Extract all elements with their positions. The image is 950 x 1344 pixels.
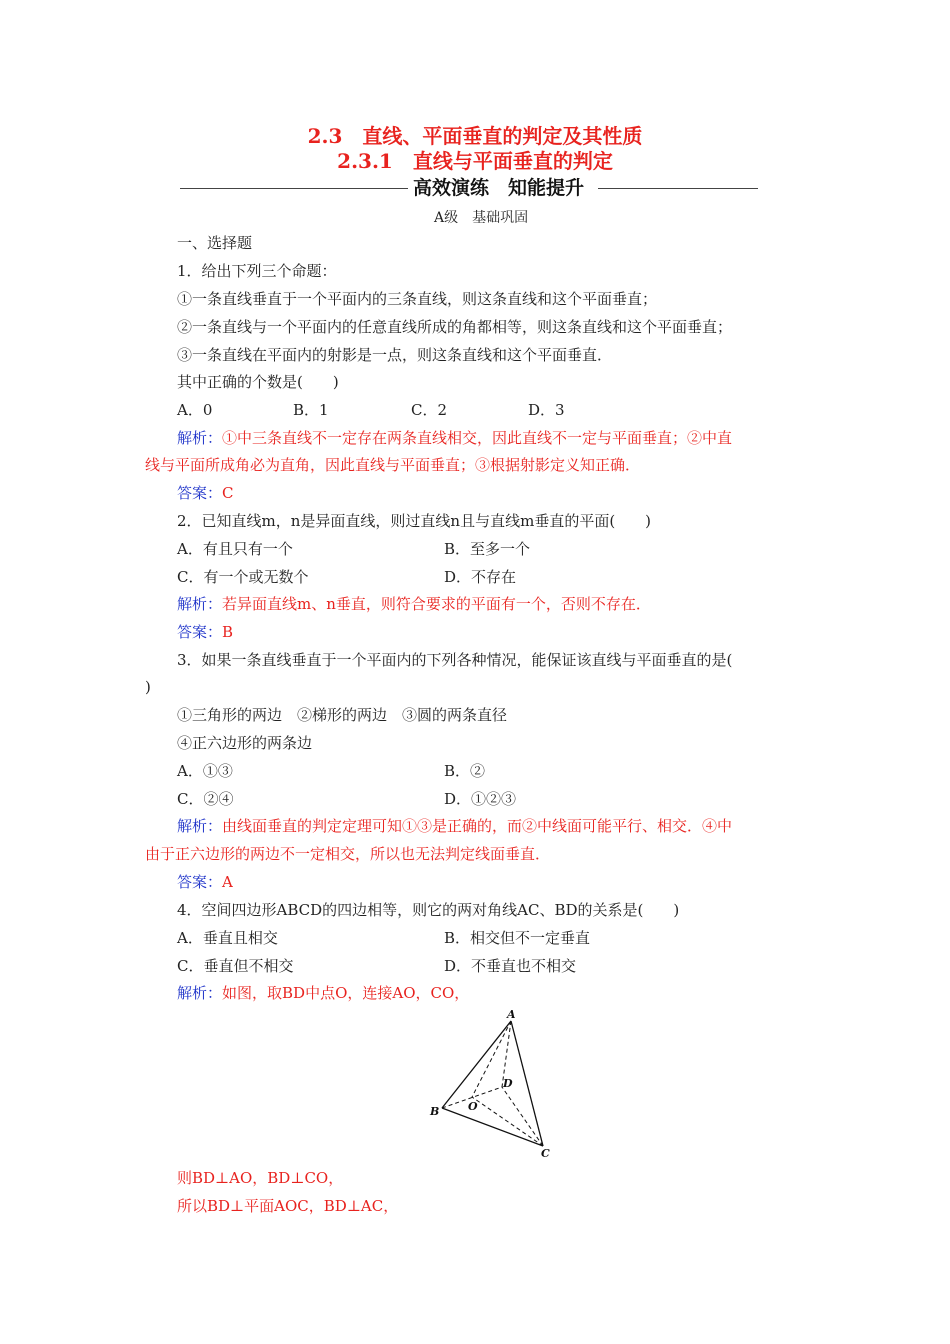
banner-rule-left — [180, 188, 408, 189]
q1-option-d: D．3 — [528, 401, 565, 419]
q1-answer-label: 答案： — [177, 484, 223, 502]
q3-analysis-text-2: 由于正六边形的两边不一定相交，所以也无法判定线面垂直． — [145, 845, 551, 863]
banner-rule-right — [598, 188, 758, 189]
q1-analysis — [177, 428, 732, 448]
q2-analysis — [177, 594, 651, 614]
q4-option-a: A．垂直且相交 — [177, 929, 278, 947]
q3-option-b: B．② — [444, 762, 486, 780]
q1-statement-1: ①一条直线垂直于一个平面内的三条直线，则这条直线和这个平面垂直； — [177, 290, 658, 308]
q1-answer — [177, 483, 234, 503]
q4-stem: 4．空间四边形ABCD的四边相等，则它的两对角线AC、BD的关系是( ) — [177, 901, 680, 919]
q3-answer-label: 答案： — [177, 873, 223, 891]
q3-option-a: A．①③ — [177, 762, 233, 780]
q2-option-c: C．有一个或无数个 — [177, 568, 309, 586]
q1-analysis-label: 解析： — [177, 429, 223, 447]
q1-statement-2: ②一条直线与一个平面内的任意直线所成的角都相等，则这条直线和这个平面垂直； — [177, 318, 733, 336]
q3-analysis-text-1: 由线面垂直的判定定理可知①③是正确的，而②中线面可能平行、相交．④中 — [222, 817, 733, 835]
edge-cd — [502, 1087, 543, 1146]
q4-analysis-label: 解析： — [177, 984, 223, 1002]
banner-title: 高效演练 知能提升 — [413, 177, 585, 199]
edge-ab — [442, 1021, 511, 1108]
q1-statement-3: ③一条直线在平面内的射影是一点，则这条直线和这个平面垂直． — [177, 346, 613, 364]
q3-analysis-label: 解析： — [177, 817, 223, 835]
q2-analysis-label: 解析： — [177, 595, 223, 613]
level-heading: A级 基础巩固 — [434, 210, 529, 226]
q4-option-b: B．相交但不一定垂直 — [444, 929, 591, 947]
q4-option-c: C．垂直但不相交 — [177, 957, 294, 975]
vertex-label-o: O — [468, 1100, 478, 1113]
q1-analysis-text-1: ①中三条直线不一定存在两条直线相交，因此直线不一定与平面垂直；②中直 — [222, 429, 733, 447]
q3-stem-2: ) — [145, 678, 151, 696]
q3-answer — [177, 872, 233, 892]
tetrahedron-figure — [420, 1005, 565, 1165]
q2-answer-value: B — [222, 623, 234, 641]
q3-answer-value: A — [222, 873, 233, 891]
q4-conclusion-2: 所以BD⊥平面AOC，BD⊥AC， — [177, 1197, 399, 1215]
q1-stem: 1．给出下列三个命题： — [177, 262, 337, 280]
q1-option-b: B．1 — [293, 401, 329, 419]
q3-statement-1: ①三角形的两边 ②梯形的两边 ③圆的两条直径 — [177, 706, 508, 724]
vertex-label-d: D — [503, 1077, 513, 1090]
q1-analysis-text-2: 线与平面所成角必为直角，因此直线与平面垂直；③根据射影定义知正确． — [145, 456, 641, 474]
q2-option-b: B．至多一个 — [444, 540, 531, 558]
q2-stem: 2．已知直线m，n是异面直线，则过直线n且与直线m垂直的平面( ) — [177, 512, 652, 530]
q1-ask: 其中正确的个数是( ) — [177, 373, 339, 391]
q4-analysis — [177, 983, 469, 1003]
q4-conclusion-1: 则BD⊥AO，BD⊥CO， — [177, 1169, 344, 1187]
q1-option-c: C．2 — [411, 401, 448, 419]
q2-analysis-text-1: 若异面直线m、n垂直，则符合要求的平面有一个，否则不存在． — [222, 595, 651, 613]
subsection-title: 2.3.1 直线与平面垂直的判定 — [337, 149, 613, 173]
q2-answer — [177, 622, 233, 642]
edge-ac — [511, 1021, 543, 1146]
edge-bc — [442, 1108, 543, 1146]
q2-option-a: A．有且只有一个 — [177, 540, 293, 558]
q2-answer-label: 答案： — [177, 623, 223, 641]
q3-statement-2: ④正六边形的两条边 — [177, 734, 313, 752]
section-title: 2.3 直线、平面垂直的判定及其性质 — [307, 124, 643, 148]
section-heading: 一、选择题 — [177, 234, 253, 252]
q3-option-c: C．②④ — [177, 790, 234, 808]
vertex-label-a: A — [507, 1008, 516, 1021]
vertex-label-c: C — [541, 1147, 550, 1160]
q4-option-d: D．不垂直也不相交 — [444, 957, 577, 975]
q1-answer-value: C — [222, 484, 234, 502]
q1-option-a: A．0 — [177, 401, 213, 419]
q3-analysis — [177, 816, 732, 836]
q4-analysis-text-1: 如图，取BD中点O，连接AO，CO， — [222, 984, 470, 1002]
q3-stem-1: 3．如果一条直线垂直于一个平面内的下列各种情况，能保证该直线与平面垂直的是( — [177, 651, 733, 669]
vertex-label-b: B — [430, 1105, 440, 1118]
q2-option-d: D．不存在 — [444, 568, 517, 586]
q3-option-d: D．①②③ — [444, 790, 517, 808]
